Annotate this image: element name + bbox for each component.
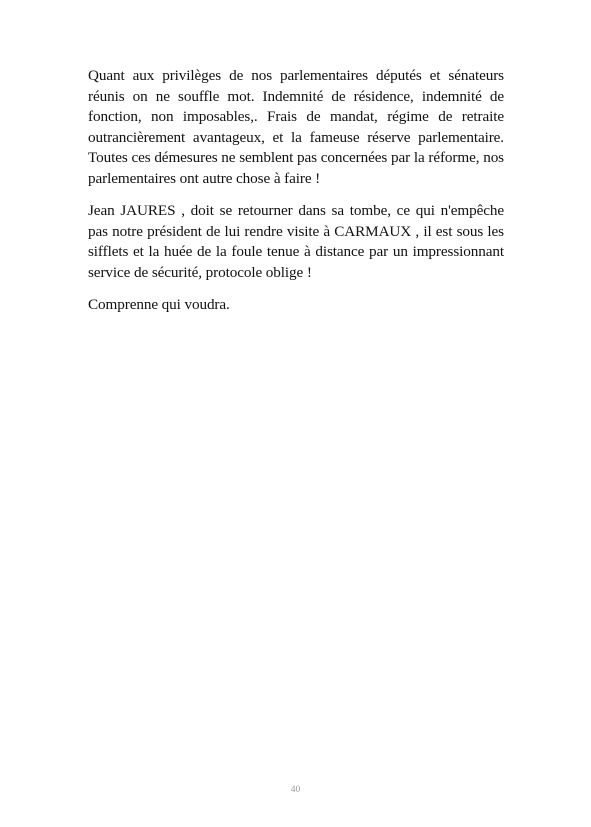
paragraph-jaures: Jean JAURES , doit se retourner dans sa tombe, ce qui n'empêche pas notre président de lui rendre visite à CARMAUX , il est sous les sifflets et la huée de la foule tenue à distance par un impressionnant service de sécurité, protocole oblige ! [88,202,504,281]
paragraph-conclusion: Comprenne qui voudra. [88,296,230,313]
page-number: 40 [290,785,301,795]
body-text [88,66,504,328]
paragraph-privileges: Quant aux privilèges de nos parlementaires députés et sénateurs réunis on ne souffle mot. Indemnité de résidence, indemnité de fonction, non imposables,. Frais de mandat, régime de retraite outrancièrement avantageux, et la fameuse réserve parlementaire. Toutes ces démesures ne semblent pas concernées par la réforme, nos parlementaires ont autre chose à faire ! [88,67,504,187]
